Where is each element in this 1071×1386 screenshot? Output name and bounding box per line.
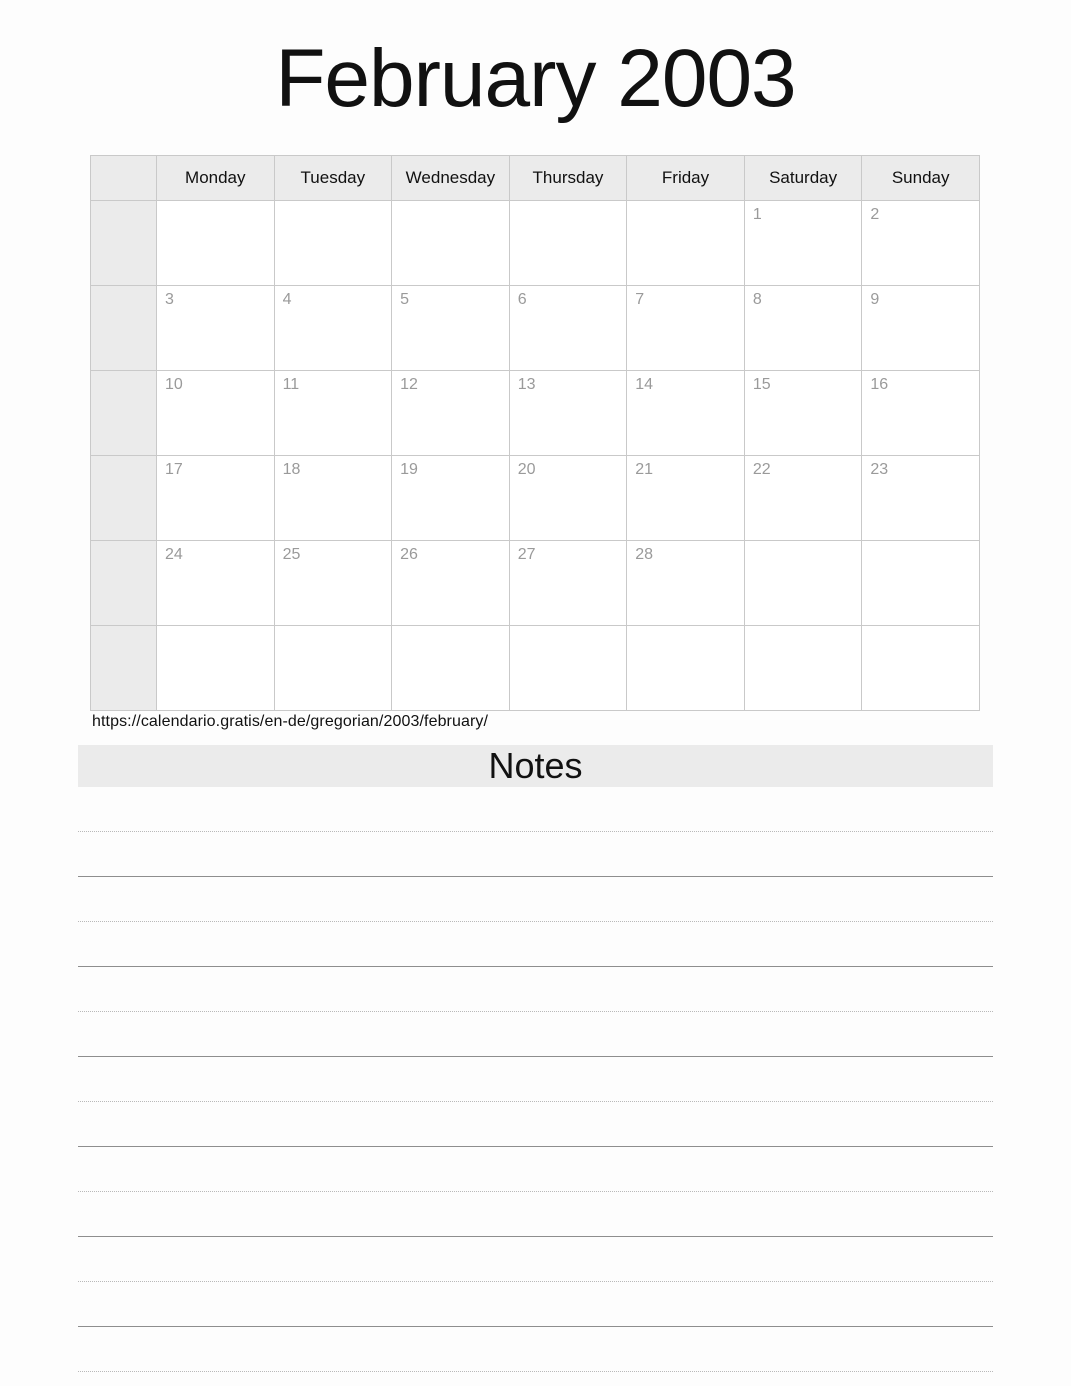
day-number: 14 [635,376,654,393]
weekday-header-monday: Monday [157,156,275,201]
day-number: 19 [400,461,418,478]
day-cell[interactable] [744,456,862,541]
day-cell[interactable] [157,201,275,286]
day-number: 23 [870,461,889,478]
calendar-week-row [91,456,980,541]
source-url[interactable]: https://calendario.gratis/en-de/gregorian/2003/february/ [92,713,489,730]
day-number [510,626,627,632]
day-cell[interactable] [744,201,862,286]
note-line[interactable] [78,832,993,877]
day-number [392,201,509,207]
day-number: 5 [400,291,410,308]
day-number [862,541,979,547]
day-cell[interactable] [392,286,510,371]
notes-lines [78,787,993,1372]
note-line[interactable] [78,1282,993,1327]
day-number: 1 [752,206,762,223]
note-line[interactable] [78,922,993,967]
day-cell[interactable] [509,286,627,371]
day-cell[interactable] [744,626,862,711]
day-number: 24 [165,546,183,563]
note-line[interactable] [78,1237,993,1282]
day-cell[interactable] [509,626,627,711]
notes-section [78,745,993,1372]
day-number: 28 [635,546,654,563]
day-number: 3 [165,291,174,308]
week-number-cell [91,286,157,371]
day-number [275,626,392,632]
day-cell[interactable] [274,201,392,286]
weekday-header-wednesday: Wednesday [392,156,510,201]
day-number [627,201,744,207]
day-cell[interactable] [862,286,980,371]
day-cell[interactable] [274,626,392,711]
day-cell[interactable] [509,201,627,286]
day-cell[interactable] [627,371,745,456]
calendar-week-row [91,626,980,711]
day-number [745,541,862,547]
day-cell[interactable] [627,626,745,711]
week-number-column-header [91,156,157,201]
day-cell[interactable] [392,371,510,456]
day-number: 2 [870,206,880,223]
day-number: 6 [517,291,527,308]
week-number-cell [91,541,157,626]
note-line[interactable] [78,1327,993,1372]
day-cell[interactable] [274,371,392,456]
day-cell[interactable] [157,286,275,371]
weekday-header-sunday: Sunday [862,156,980,201]
note-line[interactable] [78,967,993,1012]
calendar-week-row [91,201,980,286]
day-number [745,626,862,632]
day-number [862,626,979,632]
day-cell[interactable] [157,456,275,541]
calendar-container [90,155,980,711]
day-number: 26 [400,546,418,563]
day-cell[interactable] [862,371,980,456]
day-cell[interactable] [392,201,510,286]
day-number [157,626,274,632]
day-number: 16 [870,376,889,393]
day-number: 13 [517,376,536,393]
note-line[interactable] [78,1147,993,1192]
calendar-week-row [91,286,980,371]
week-number-cell [91,371,157,456]
day-cell[interactable] [627,201,745,286]
day-cell[interactable] [157,371,275,456]
day-cell[interactable] [862,201,980,286]
day-cell[interactable] [862,456,980,541]
day-number: 8 [752,291,762,308]
day-number: 12 [400,376,418,393]
weekday-header-tuesday: Tuesday [274,156,392,201]
notes-heading: Notes [78,745,993,787]
weekday-header-thursday: Thursday [509,156,627,201]
day-cell[interactable] [274,456,392,541]
calendar-header-row [91,156,980,201]
week-number-cell [91,456,157,541]
day-number: 9 [870,291,880,308]
day-cell[interactable] [744,286,862,371]
day-number: 11 [282,376,300,393]
note-line[interactable] [78,1102,993,1147]
week-number-cell [91,201,157,286]
day-number [275,201,392,207]
note-line[interactable] [78,1192,993,1237]
day-cell[interactable] [392,456,510,541]
day-cell[interactable] [509,456,627,541]
day-cell[interactable] [509,541,627,626]
day-number: 18 [282,461,301,478]
day-cell[interactable] [627,456,745,541]
day-cell[interactable] [274,541,392,626]
day-number [627,626,744,632]
day-number: 21 [635,461,654,478]
calendar-week-row [91,371,980,456]
day-number: 7 [635,291,645,308]
day-number: 10 [165,376,183,393]
calendar-week-row [91,541,980,626]
day-cell[interactable] [157,541,275,626]
day-cell[interactable] [627,286,745,371]
weekday-header-friday: Friday [627,156,745,201]
day-number: 15 [752,376,771,393]
day-cell[interactable] [862,626,980,711]
day-cell[interactable] [744,541,862,626]
day-cell[interactable] [392,541,510,626]
day-number [392,626,509,632]
note-line[interactable] [78,1057,993,1102]
day-number: 20 [517,461,536,478]
day-cell[interactable] [862,541,980,626]
day-cell[interactable] [392,626,510,711]
day-number: 17 [165,461,183,478]
day-number: 27 [517,546,536,563]
note-line[interactable] [78,1012,993,1057]
note-line[interactable] [78,787,993,832]
weekday-header-saturday: Saturday [744,156,862,201]
day-cell[interactable] [509,371,627,456]
day-cell[interactable] [627,541,745,626]
day-number: 22 [752,461,771,478]
day-cell[interactable] [744,371,862,456]
calendar-table [90,155,980,711]
day-cell[interactable] [157,626,275,711]
day-cell[interactable] [274,286,392,371]
day-number: 4 [282,291,292,308]
day-number: 25 [282,546,301,563]
week-number-cell [91,626,157,711]
page-title: February 2003 [275,33,796,124]
note-line[interactable] [78,877,993,922]
day-number [510,201,627,207]
day-number [157,201,274,207]
